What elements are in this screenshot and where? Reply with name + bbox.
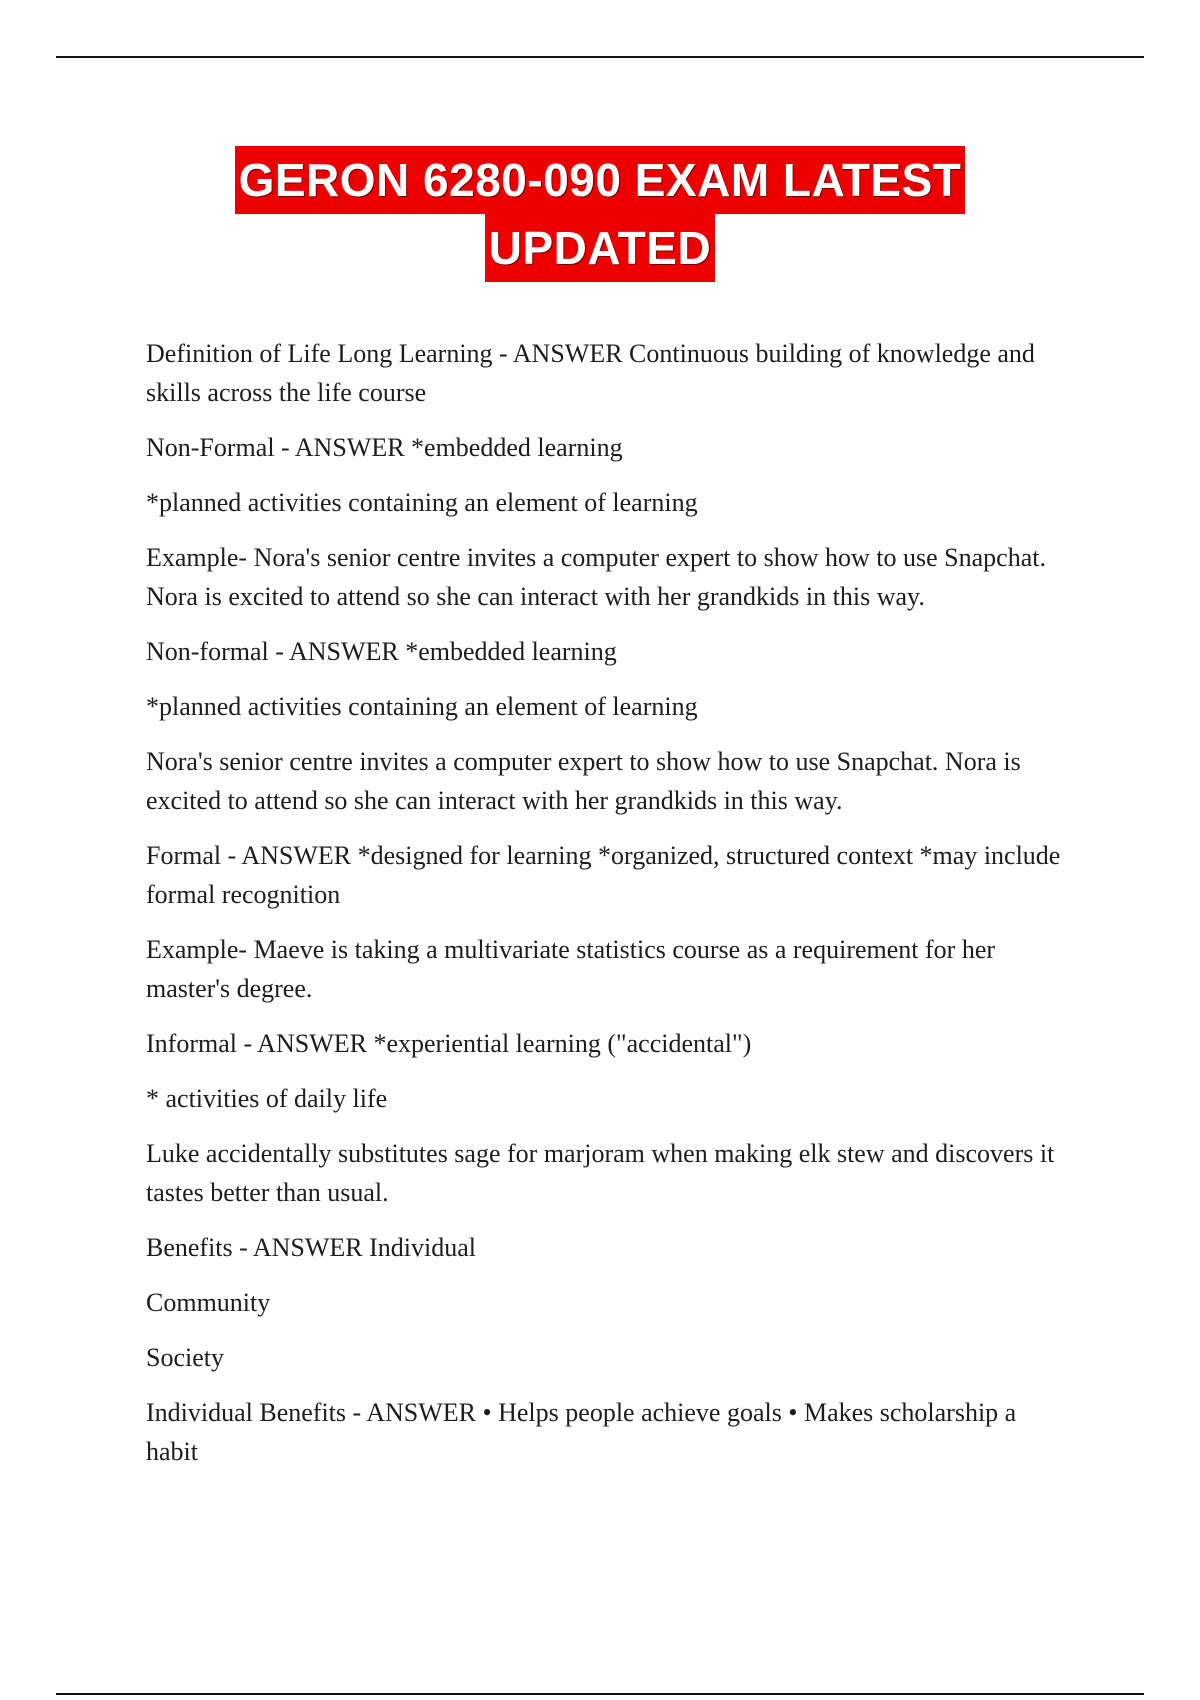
paragraph: *planned activities containing an element of learning (146, 488, 698, 517)
paragraph: Non-formal - ANSWER *embedded learning (146, 637, 617, 666)
paragraph: Luke accidentally substitutes sage for marjoram when making elk stew and discovers it tastes better than usual. (146, 1139, 1055, 1207)
paragraph: Individual Benefits - ANSWER • Helps people achieve goals • Makes scholarship a habit (146, 1398, 1017, 1466)
paragraph: Example- Maeve is taking a multivariate statistics course as a requirement for her master's degree. (146, 935, 996, 1003)
top-rule (56, 56, 1144, 58)
paragraph: * activities of daily life (146, 1084, 388, 1113)
paragraph: Community (146, 1288, 271, 1317)
paragraph: Formal - ANSWER *designed for learning *organized, structured context *may include formal recognition (146, 841, 1061, 909)
paragraph: Informal - ANSWER *experiential learning ("accidental") (146, 1029, 752, 1058)
paragraph: Society (146, 1343, 224, 1372)
title-line-2: UPDATED (485, 214, 715, 282)
paragraph: Benefits - ANSWER Individual (146, 1233, 477, 1262)
paragraph: *planned activities containing an element of learning (146, 692, 698, 721)
bottom-rule (56, 1693, 1144, 1695)
paragraph: Non-Formal - ANSWER *embedded learning (146, 433, 623, 462)
document-title (0, 146, 1200, 282)
title-line-1: GERON 6280-090 EXAM LATEST (235, 146, 966, 214)
paragraph: Definition of Life Long Learning - ANSWER Continuous building of knowledge and skills across the life course (146, 339, 1035, 407)
document-body (146, 334, 1066, 1487)
paragraph: Nora's senior centre invites a computer expert to show how to use Snapchat. Nora is excited to attend so she can interact with her grandkids in this way. (146, 747, 1021, 815)
paragraph: Example- Nora's senior centre invites a computer expert to show how to use Snapchat. Nora is excited to attend so she can interact with her grandkids in this way. (146, 543, 1046, 611)
